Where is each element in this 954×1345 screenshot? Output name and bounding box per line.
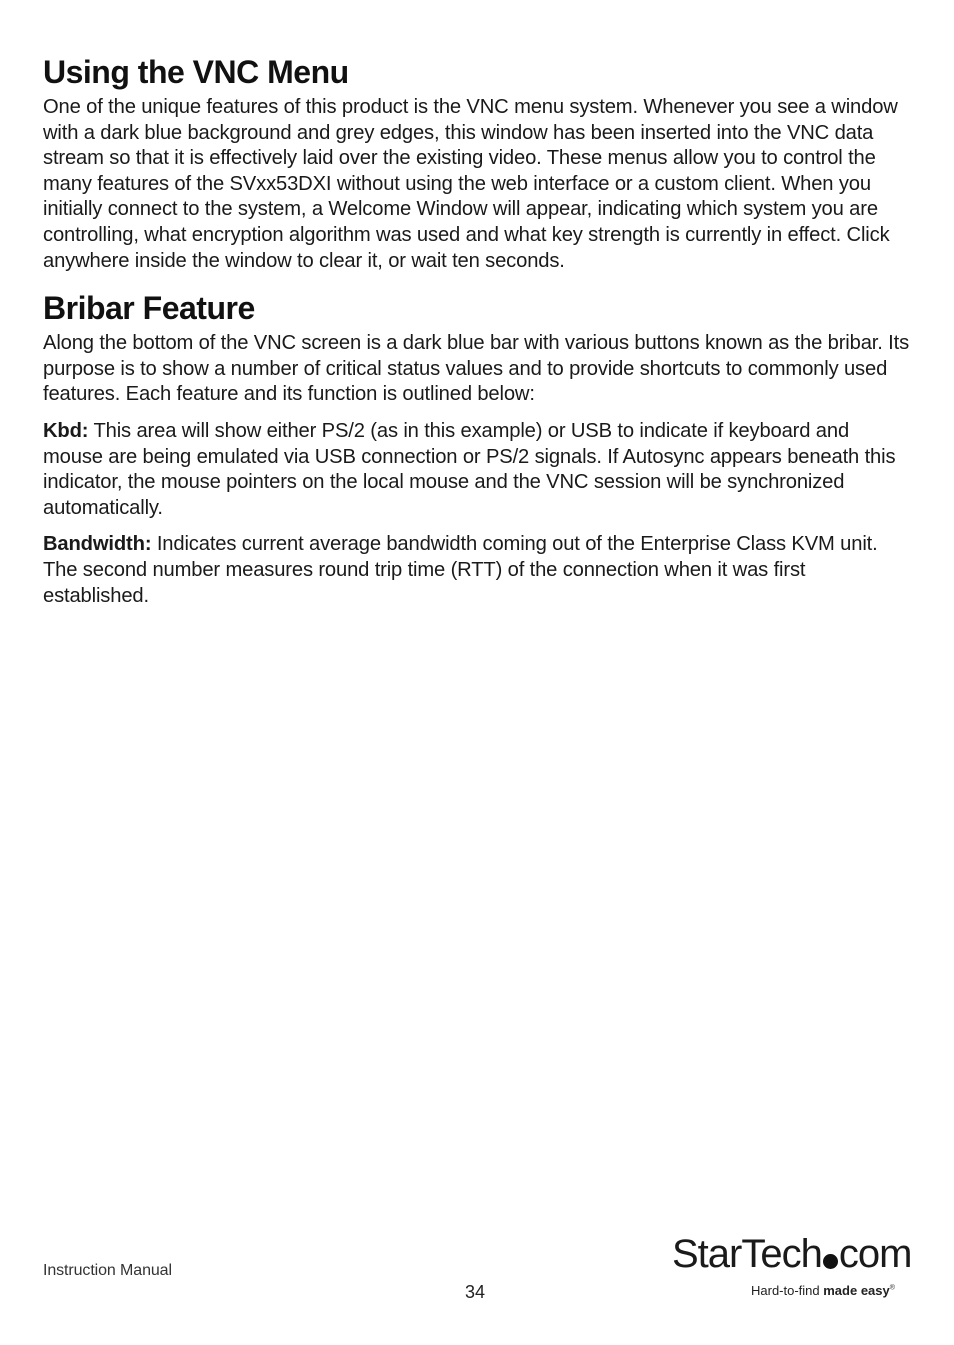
logo-wordmark [672,1231,911,1277]
kbd-term: Kbd: [43,419,89,442]
kbd-paragraph [43,419,913,521]
logo-name-part1: StarTech [672,1232,822,1276]
bandwidth-paragraph [43,532,913,609]
section-heading-vnc-menu: Using the VNC Menu [43,54,349,90]
logo-tagline [751,1283,895,1298]
vnc-menu-paragraph: One of the unique features of this product is the VNC menu system. Whenever you see a window with a dark blue background and grey edges, this window has been inserted into the VNC data stream so that it is effectively laid over the existing video. These menus allow you to control the many features of the SVxx53DXI without using the web interface or a custom client. When you initially connect to the system, a Welcome Window will appear, indicating which system you are controlling, what encryption algorithm was used and what key strength is currently in effect. Click anywhere inside the window to clear it, or wait ten seconds. [43,96,898,272]
registered-mark: ® [889,1284,895,1292]
page-content [43,52,913,609]
tagline-prefix: Hard-to-find [751,1283,824,1298]
section-heading-bribar: Bribar Feature [43,290,255,327]
startech-logo [672,1231,912,1305]
kbd-description: This area will show either PS/2 (as in this example) or USB to indicate if keyboard and mouse are being emulated via USB connection or PS/2 signals. If Autosync appears beneath this indicator, the mouse pointers on the local mouse and the VNC session will be synchronized automatically. [43,419,896,519]
page-number: 34 [465,1282,486,1302]
bandwidth-term: Bandwidth: [43,533,152,556]
bandwidth-description: Indicates current average bandwidth coming out of the Enterprise Class KVM unit. The second number measures round trip time (RTT) of the connection when it was first established. [43,533,878,607]
tagline-bold: made easy [823,1283,890,1298]
logo-dot-icon [823,1254,838,1269]
bribar-intro-paragraph: Along the bottom of the VNC screen is a dark blue bar with various buttons known as the bribar. Its purpose is to show a number of critical status values and to provide shortcuts to commonly used features. Each feature and its function is outlined below: [43,332,910,406]
logo-name-part2: com [838,1232,912,1276]
footer-label: Instruction Manual [43,1262,172,1279]
